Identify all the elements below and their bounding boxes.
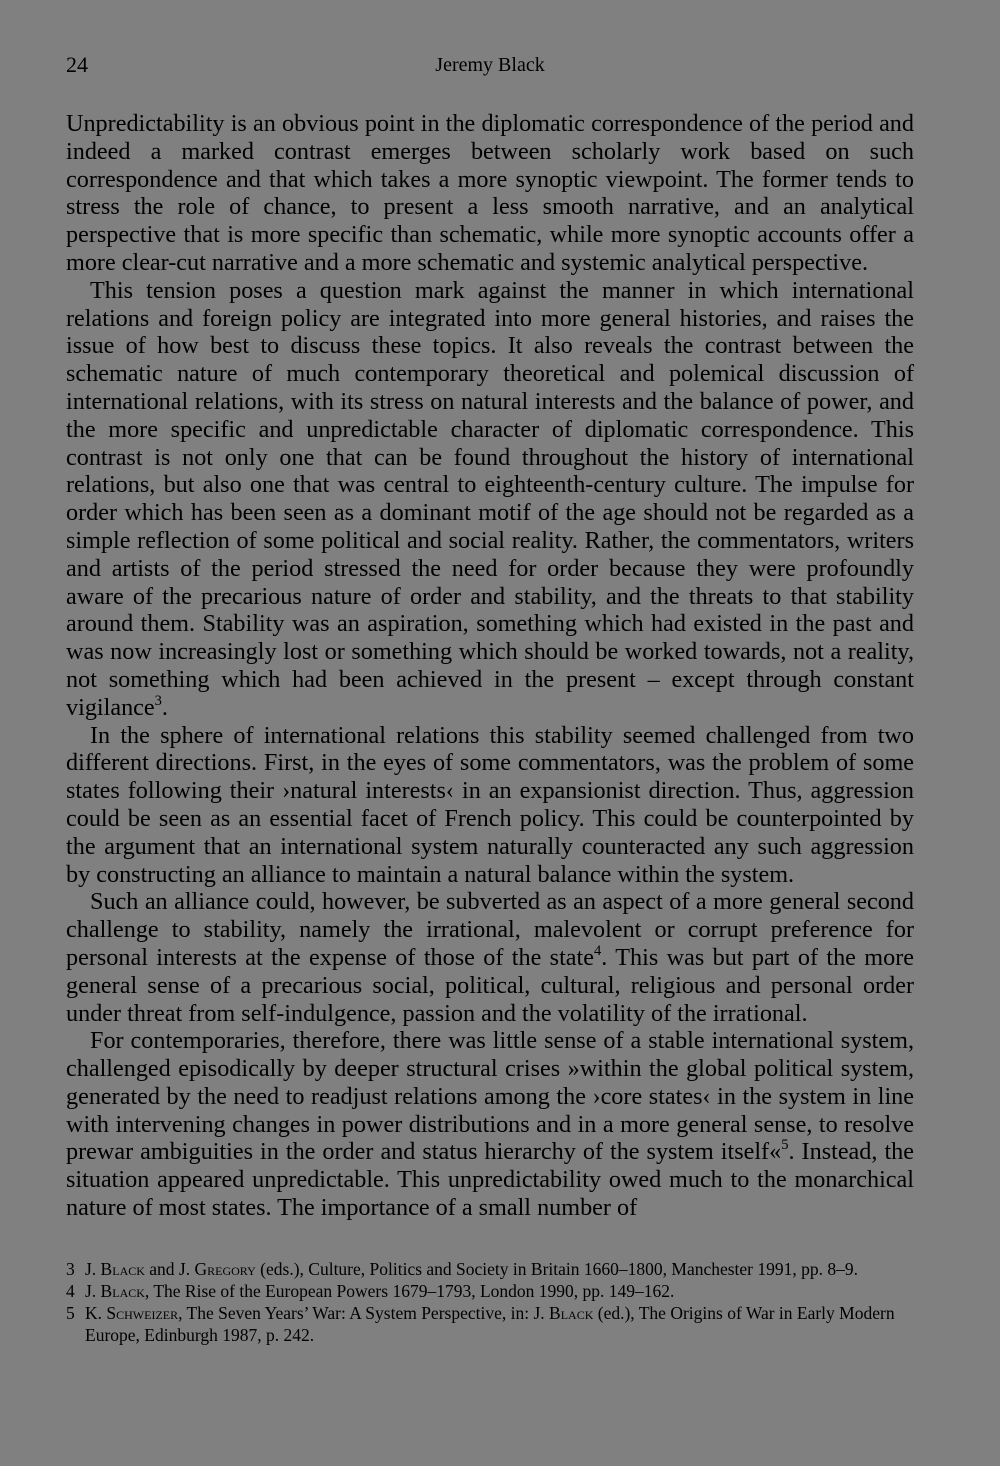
footnote-4 [66,1280,914,1302]
footnote-text: , The Rise of the European Powers 1679–1793, London 1990, pp. 149–162. [144,1280,675,1301]
footnote-text: , The Seven Years’ War: A System Perspective, in: J. [178,1302,550,1323]
paragraph-text-after: . This was but part of the more general sense of a precarious social, political, cultural, religious and personal order under threat from self-indulgence, passion and the volatility of the irrational. [66,943,914,1027]
paragraph-2 [66,277,914,722]
footnote-text: and J. [144,1258,195,1279]
page-number: 24 [66,52,88,77]
body-text [66,110,914,1222]
footnote-author: K. Schweizer [85,1302,179,1323]
footnote-text: (ed.), The Origins of War in Early Modern Europe, Edinburgh 1987, p. 242. [85,1302,895,1345]
footnote-author: J. Black [85,1280,145,1301]
paragraph-4 [66,888,914,1027]
footnote-3 [66,1258,914,1280]
footnote-ref[interactable]: 5 [781,1137,789,1154]
footnote-number: 3 [66,1258,75,1279]
footnotes [66,1258,914,1346]
footnote-ref[interactable]: 4 [594,942,602,959]
footnote-5 [66,1302,914,1346]
page [66,52,914,1346]
paragraph-text: This tension poses a question mark against the manner in which international relations and foreign policy are integrated into more general histories, and raises the issue of how best to discuss these topics. It also reveals the contrast between the schematic nature of much contemporary theoretical and polemical discussion of international relations, with its stress on natural interests and the balance of power, and the more specific and unpredictable character of diplomatic correspondence. This contrast is not only one that can be found throughout the history of international relations, but also one that was central to eighteenth-century culture. The impulse for order which has been seen as a dominant motif of the age should not be regarded as a simple reflection of some political and social reality. Rather, the commentators, writers and artists of the period stressed the need for order because they were profoundly aware of the precarious nature of order and stability, and the threats to that stability around them. Stability was an aspiration, something which had existed in the past and was now increasingly lost or something which should be worked towards, not a reality, not something which had been achieved in the present – except through constant vigilance [66,276,914,721]
footnote-number: 5 [66,1302,75,1323]
paragraph-3 [66,722,914,889]
running-head [66,52,914,84]
footnote-author: Black [549,1302,594,1323]
paragraph-text-after: . [161,693,168,721]
footnote-ref[interactable]: 3 [154,692,162,709]
footnote-author: Gregory [194,1258,256,1279]
footnote-number: 4 [66,1280,75,1301]
paragraph-text: In the sphere of international relations this stability seemed challenged from two different directions. First, in the eyes of some commentators, was the problem of some states following their ›natural interests‹ in an expansionist direction. Thus, aggression could be seen as an essential facet of French policy. This could be counterpointed by the argument that an international system naturally counteracted any such aggression by constructing an alliance to maintain a natural balance within the system. [66,721,914,888]
paragraph-5 [66,1027,914,1222]
footnote-author: J. Black [85,1258,145,1279]
paragraph-text: For contemporaries, therefore, there was little sense of a stable international system, challenged episodically by deeper structural crises »within the global political system, generated by the need to readjust relations among the ›core states‹ in the system in line with intervening changes in power distributions and in a more general sense, to resolve prewar ambiguities in the order and status hierarchy of the system itself« [66,1027,914,1166]
paragraph-text: Unpredictability is an obvious point in the diplomatic correspondence of the period and indeed a marked contrast emerges between scholarly work based on such correspondence and that which takes a more synoptic viewpoint. The former tends to stress the role of chance, to present a less smooth narrative, and an analytical perspective that is more specific than schematic, while more synoptic accounts offer a more clear-cut narrative and a more schematic and systemic analytical perspective. [66,110,914,276]
paragraph-1 [66,110,914,277]
paragraph-text-after: . Instead, the situation appeared unpredictable. This unpredictability owed much to the monarchical nature of most states. The importance of a small number of [66,1138,914,1222]
footnote-text: (eds.), Culture, Politics and Society in Britain 1660–1800, Manchester 1991, pp. 8–9. [255,1258,859,1279]
running-title: Jeremy Black [435,54,545,76]
paragraph-text: Such an alliance could, however, be subverted as an aspect of a more general second challenge to stability, namely the irrational, malevolent or corrupt preference for personal interests at the expense of those of the state [66,888,914,971]
